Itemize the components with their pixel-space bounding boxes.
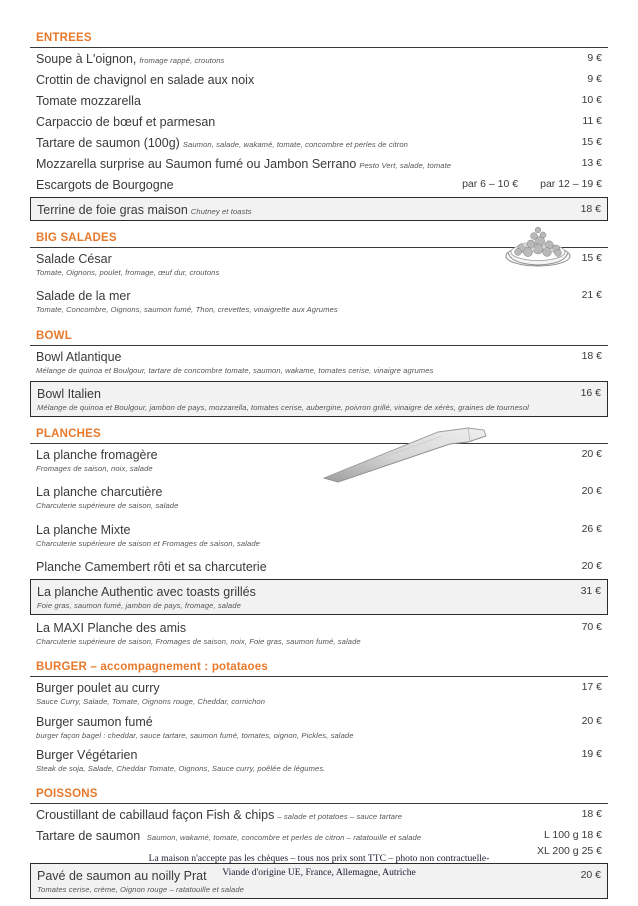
- menu-item-price-small: par 6 – 10 €: [462, 178, 519, 190]
- footer-line-2: Viande d'origine UE, France, Allemagne, Autriche: [222, 866, 416, 878]
- menu-item-text: [36, 176, 452, 194]
- menu-item[interactable]: [30, 444, 608, 464]
- menu-item-price: 18 €: [580, 203, 601, 215]
- menu-item-text: [36, 746, 572, 764]
- menu-item-text: [36, 134, 572, 152]
- menu-item-desc: Mélange de quinoa et Boulgour, tartare de concombre tomate, saumon, wakame, tomates cerise, vinaigre agrumes: [36, 365, 434, 375]
- menu-item-price: 15 €: [581, 252, 602, 264]
- menu-item-price: 9 €: [587, 52, 602, 64]
- menu-item-desc: Charcuterie supérieure de saison, Fromages de saison, noix, Foie gras, saumon fumé, salade: [36, 637, 361, 646]
- menu-item: [31, 580, 607, 601]
- menu-item-name: Bowl Italien: [37, 386, 101, 401]
- menu-item-price: 11 €: [582, 115, 602, 127]
- menu-item-desc: Steak de soja, Salade, Cheddar Tomate, Oignons, Sauce curry, poêlée de légumes.: [36, 763, 326, 773]
- section-title: PLANCHES: [30, 426, 608, 444]
- menu-item-name: Soupe à L'oignon,: [36, 52, 137, 66]
- menu-item-price-size-xl: XL 200 g 25 €: [537, 845, 602, 857]
- menu-item-desc: Charcuterie supérieure de saison, salade: [36, 501, 179, 511]
- menu-item-name: Bowl Atlantique: [36, 349, 122, 364]
- section-title: ENTREES: [30, 30, 608, 48]
- menu-item-price: 26 €: [581, 522, 602, 535]
- section-poissons: [30, 786, 608, 899]
- menu-item[interactable]: [30, 111, 608, 132]
- menu-item-name: Escargots de Bourgogne: [36, 178, 174, 192]
- section-planches: [30, 426, 608, 650]
- menu-item-name: La planche Authentic avec toasts grillés: [37, 584, 256, 599]
- menu-item-desc: Pesto Vert, salade, tomate: [359, 161, 452, 170]
- menu-item-text: [37, 201, 571, 219]
- menu-item-desc: Tomate, Oignons, poulet, fromage, œuf dur, croutons: [36, 268, 220, 277]
- menu-item[interactable]: [30, 174, 608, 195]
- menu-item-highlighted[interactable]: [30, 381, 608, 417]
- menu-item: [31, 864, 607, 885]
- section-bowl: [30, 328, 608, 418]
- section-entrees: [30, 30, 608, 221]
- section-title: BIG SALADES: [30, 230, 608, 248]
- menu-item-name: Mozzarella surprise au Saumon fumé ou Jambon Serrano: [36, 157, 357, 171]
- menu-item-text: [36, 679, 572, 697]
- menu-item-text: [36, 446, 572, 464]
- section-items: [30, 444, 608, 650]
- menu-item[interactable]: [30, 804, 608, 825]
- menu-item-price: 10 €: [581, 94, 602, 106]
- menu-item-price: 20 €: [581, 448, 602, 460]
- menu-item-text: [36, 155, 572, 173]
- menu-item-text: [36, 92, 572, 110]
- menu-item[interactable]: [30, 346, 608, 366]
- menu-item-name: Terrine de foie gras: [37, 203, 148, 217]
- menu-item[interactable]: [30, 519, 608, 539]
- menu-item-price: 20 €: [581, 714, 602, 727]
- menu-item[interactable]: [30, 90, 608, 111]
- section-burger: [30, 659, 608, 777]
- menu-item-price: 19 €: [581, 747, 602, 760]
- menu-item-name-emphasis: maison: [147, 203, 188, 217]
- menu-item-name: Burger saumon fumé: [36, 714, 153, 729]
- menu-item: [31, 198, 607, 220]
- menu-item-name: Crottin de chavignol en salade aux noix: [36, 73, 255, 87]
- menu-item-desc: Saumon, wakamé, tomate, concombre et perles de citron – ratatouille et salade: [146, 833, 422, 842]
- menu-item-name: Tartare de saumon: [36, 829, 144, 843]
- menu-item-desc: Foie gras, saumon fumé, jambon de pays, fromage, salade: [37, 600, 241, 610]
- menu-item-price: 31 €: [580, 584, 601, 597]
- menu-item[interactable]: [30, 48, 608, 69]
- section-title: BOWL: [30, 328, 608, 346]
- menu-item-highlighted[interactable]: [30, 197, 608, 221]
- menu-item-text: [36, 250, 572, 268]
- menu-item-desc: Chutney et toasts: [190, 207, 252, 216]
- menu-item-name: Carpaccio de bœuf et parmesan: [36, 115, 216, 129]
- section-items: [30, 677, 608, 777]
- menu-item[interactable]: [30, 69, 608, 90]
- menu-item-price: 18 €: [581, 808, 602, 820]
- menu-item-desc: – salade et potatoes – sauce tartare: [277, 812, 403, 821]
- menu-item-name: La planche fromagère: [36, 448, 158, 462]
- menu-item[interactable]: [30, 285, 608, 305]
- menu-item[interactable]: [30, 481, 608, 501]
- menu-item-text: [36, 50, 577, 68]
- section-title: BURGER – accompagnement : potataoes: [30, 659, 608, 677]
- menu-item-name: Burger poulet au curry: [36, 681, 160, 696]
- menu-item-text: [36, 521, 572, 539]
- menu-item-name: Tomate mozzarella: [36, 94, 141, 108]
- menu-item-desc: Saumon, salade, wakamé, tomate, concombre et perles de citron: [182, 140, 409, 149]
- menu-item-name: Salade César: [36, 252, 112, 266]
- menu-item-desc: Charcuterie supérieure de saison et Fromages de saison, salade: [36, 538, 261, 548]
- menu-item-price: 21 €: [581, 289, 602, 302]
- section-items: [30, 248, 608, 319]
- menu-item: [31, 382, 607, 403]
- menu-item-text: [37, 583, 571, 601]
- section-items: [30, 346, 608, 418]
- menu-item[interactable]: [30, 825, 608, 845]
- menu-item-price: 20 €: [580, 869, 601, 881]
- menu-item-desc: Sauce Curry, Salade, Tomate, Oignons rouge, Cheddar, cornichon: [36, 697, 266, 707]
- menu-item-price-large: par 12 – 19 €: [540, 178, 602, 190]
- menu-item-text: [36, 806, 572, 824]
- menu-item-price-size-l: L 100 g 18 €: [544, 829, 602, 841]
- menu-item-price-group: [452, 176, 602, 190]
- section-items: [30, 48, 608, 221]
- menu-item-desc: burger façon bagel : cheddar, sauce tartare, saumon fumé, tomates, oignon, Pickles, salade: [36, 730, 354, 740]
- menu-item[interactable]: [30, 744, 608, 764]
- menu-item-name: Tartare de saumon (100g): [36, 136, 180, 150]
- menu-item-highlighted[interactable]: [30, 863, 608, 899]
- menu-item-text: [36, 348, 572, 366]
- menu-item-desc: Tomate, Concombre, Oignons, saumon fumé, Thon, crevettes, vinaigrette aux Agrumes: [36, 305, 338, 315]
- menu-item-text: [36, 713, 572, 731]
- menu-item[interactable]: [30, 677, 608, 697]
- menu-item-price: 16 €: [580, 386, 601, 399]
- menu-item-desc: Fromages de saison, noix, salade: [36, 464, 153, 473]
- menu-item[interactable]: [30, 617, 608, 637]
- menu-item-text: [36, 483, 572, 501]
- menu-item-desc: fromage rappé, croutons: [139, 56, 225, 65]
- menu-item-price: 15 €: [581, 136, 602, 148]
- menu-item-name: Croustillant de cabillaud façon Fish & chips: [36, 808, 275, 822]
- menu-item-text: [36, 558, 572, 576]
- menu-item-desc: Mélange de quinoa et Boulgour, jambon de pays, mozzarella, tomates cerise, aubergine, poivron grillé, vinaigre de xérès, graines de tournesol: [37, 402, 529, 412]
- menu-item-name: Planche Camembert rôti et sa charcuterie: [36, 559, 267, 574]
- menu-item-desc: Tomates cerise, crème, Oignon rouge – ratatouille et salade: [37, 885, 244, 894]
- menu-item-text: [36, 287, 572, 305]
- menu-item-text: [36, 827, 534, 845]
- menu-item-name: La planche charcutière: [36, 485, 163, 500]
- menu-item-text: [37, 385, 571, 403]
- footer-line-1: La maison n'accepte pas les chèques – tous nos prix sont TTC – photo non contractuelle-: [148, 853, 490, 864]
- menu-item-text: [37, 867, 571, 885]
- menu-item-name: Burger Végétarien: [36, 747, 138, 762]
- menu-item-price: 70 €: [581, 621, 602, 633]
- menu-item-price: 9 €: [587, 73, 602, 85]
- menu-item-name: Pavé de saumon au noilly Prat: [37, 869, 207, 883]
- menu-item-text: [36, 619, 572, 637]
- menu-item-name: La planche Mixte: [36, 522, 131, 537]
- menu-item-price: 18 €: [581, 349, 602, 362]
- menu-item-text: [36, 113, 572, 131]
- menu-item[interactable]: [30, 248, 608, 268]
- menu-item-text: [36, 71, 577, 89]
- menu-item[interactable]: [30, 711, 608, 731]
- menu-item-highlighted[interactable]: [30, 579, 608, 615]
- menu-item-name: Salade de la mer: [36, 289, 131, 304]
- menu-item-price: 20 €: [581, 485, 602, 498]
- menu-item-price: 20 €: [581, 559, 602, 572]
- menu-item[interactable]: [30, 132, 608, 153]
- menu-item[interactable]: [30, 556, 608, 577]
- menu-item-name: La MAXI Planche des amis: [36, 621, 187, 635]
- menu-item[interactable]: [30, 153, 608, 174]
- section-title: POISSONS: [30, 786, 608, 804]
- menu-item-price: 17 €: [581, 681, 602, 694]
- menu-item-price: 13 €: [581, 157, 602, 169]
